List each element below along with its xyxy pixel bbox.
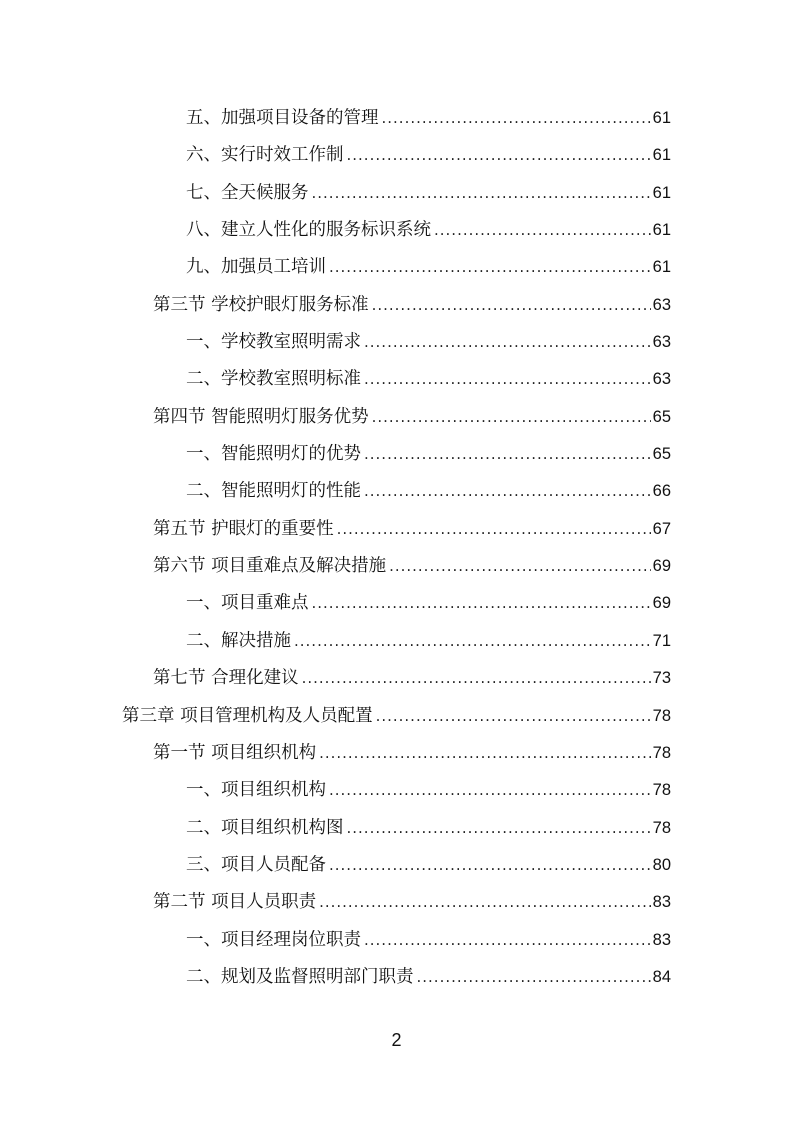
toc-entry-page: 80 — [652, 855, 671, 874]
toc-leader-dots — [312, 175, 651, 212]
toc-entry-page: 65 — [652, 445, 671, 464]
toc-entry-title: 项目管理机构及人员配置 — [180, 705, 373, 726]
toc-entry[interactable] — [0, 698, 793, 735]
toc-entry-page: 61 — [652, 221, 671, 240]
toc-leader-dots — [302, 660, 651, 697]
toc-entry[interactable] — [0, 585, 793, 622]
toc-entry-label — [153, 511, 334, 548]
toc-entry-title: 项目人员职责 — [211, 892, 317, 913]
toc-entry-label — [186, 361, 361, 398]
toc-entry-label — [153, 399, 369, 436]
toc-entry-label — [186, 137, 344, 174]
toc-entry-number: 第四节 — [153, 406, 206, 427]
toc-entry-page: 71 — [652, 631, 671, 650]
toc-entry-label — [186, 324, 361, 361]
toc-entry-number: 第六节 — [153, 556, 206, 577]
toc-entry[interactable] — [0, 399, 793, 436]
toc-entry-page: 84 — [652, 967, 671, 986]
toc-entry-title: 全天候服务 — [221, 182, 309, 203]
toc-leader-dots — [312, 585, 651, 622]
toc-entry[interactable] — [0, 249, 793, 286]
toc-entry[interactable] — [0, 137, 793, 174]
toc-entry[interactable] — [0, 212, 793, 249]
toc-entry[interactable] — [0, 548, 793, 585]
toc-entry-title: 智能照明灯服务优势 — [211, 406, 369, 427]
toc-entry-title: 加强项目设备的管理 — [221, 108, 379, 128]
toc-leader-dots — [434, 212, 651, 249]
toc-entry-label — [153, 735, 316, 772]
toc-entry-number: 一、 — [186, 332, 221, 353]
toc-entry-label — [153, 660, 299, 697]
toc-entry-page: 83 — [652, 893, 671, 912]
toc-entry-page: 69 — [652, 594, 671, 613]
toc-entry-page: 61 — [652, 146, 671, 165]
toc-entry-number: 第一节 — [153, 742, 206, 763]
toc-entry-page: 78 — [652, 781, 671, 800]
toc-entry-label — [186, 623, 291, 660]
toc-entry-number: 二、 — [186, 817, 221, 838]
toc-entry-label — [186, 585, 309, 622]
toc-entry-label — [186, 249, 326, 286]
toc-entry-number: 二、 — [186, 369, 221, 390]
toc-entry-label — [186, 772, 326, 809]
toc-leader-dots — [347, 137, 651, 174]
toc-entry-label — [186, 810, 344, 847]
toc-leader-dots — [329, 772, 651, 809]
toc-entry-title: 项目人员配备 — [221, 854, 326, 875]
toc-entry-page: 69 — [652, 557, 671, 576]
toc-entry-title: 规划及监督照明部门职责 — [221, 966, 414, 987]
toc-entry[interactable] — [0, 473, 793, 510]
toc-entry-number: 第七节 — [153, 668, 206, 689]
toc-entry-page: 67 — [652, 519, 671, 538]
toc-leader-dots — [417, 959, 651, 996]
toc-entry-number: 一、 — [186, 929, 221, 950]
toc-entry-title: 合理化建议 — [211, 668, 299, 689]
toc-entry-label — [153, 548, 386, 585]
toc-entry-number: 二、 — [186, 966, 221, 987]
toc-leader-dots — [319, 735, 651, 772]
toc-leader-dots — [382, 100, 651, 137]
toc-entry-title: 学校教室照明需求 — [221, 332, 361, 353]
toc-entry[interactable] — [0, 100, 793, 137]
toc-entry[interactable] — [0, 361, 793, 398]
toc-entry-page: 63 — [652, 295, 671, 314]
toc-entry-title: 智能照明灯的性能 — [221, 481, 361, 502]
page-number: 2 — [391, 1030, 402, 1050]
toc-leader-dots — [364, 473, 651, 510]
toc-entry-title: 实行时效工作制 — [221, 145, 344, 166]
toc-entry[interactable] — [0, 959, 793, 996]
toc-entry[interactable] — [0, 660, 793, 697]
toc-entry-number: 二、 — [186, 481, 221, 502]
toc-entry[interactable] — [0, 175, 793, 212]
toc-entry[interactable] — [0, 287, 793, 324]
toc-entry[interactable] — [0, 772, 793, 809]
toc-entry-title: 解决措施 — [221, 630, 291, 651]
toc-entry[interactable] — [0, 324, 793, 361]
toc-leader-dots — [337, 511, 651, 548]
toc-entry-title: 建立人性化的服务标识系统 — [221, 220, 431, 241]
toc-entry-title: 项目组织机构 — [221, 780, 326, 801]
toc-entry-title: 护眼灯的重要性 — [211, 518, 334, 539]
toc-leader-dots — [389, 548, 651, 585]
toc-entry-label — [186, 436, 361, 473]
toc-leader-dots — [364, 361, 651, 398]
toc-entry-label — [122, 698, 373, 735]
toc-entry[interactable] — [0, 922, 793, 959]
toc-entry-page: 78 — [652, 706, 671, 725]
toc-leader-dots — [364, 922, 651, 959]
toc-entry[interactable] — [0, 436, 793, 473]
toc-leader-dots — [294, 623, 651, 660]
toc-entry-label — [153, 884, 316, 921]
toc-entry-number: 八、 — [186, 220, 221, 241]
toc-entry-page: 73 — [652, 669, 671, 688]
toc-entry-title: 项目组织机构 — [211, 742, 317, 763]
toc-entry-number: 五、 — [186, 108, 221, 128]
toc-leader-dots — [364, 436, 651, 473]
toc-leader-dots — [372, 287, 651, 324]
toc-entry-label — [186, 847, 326, 884]
table-of-contents — [0, 100, 793, 996]
toc-entry-number: 九、 — [186, 257, 221, 278]
toc-entry-number: 一、 — [186, 780, 221, 801]
toc-entry-label — [186, 212, 431, 249]
toc-entry-label — [186, 959, 414, 996]
toc-entry-number: 六、 — [186, 145, 221, 166]
toc-entry-number: 第三章 — [122, 705, 175, 726]
toc-entry-title: 项目重难点及解决措施 — [211, 556, 387, 577]
toc-leader-dots — [347, 810, 651, 847]
toc-leader-dots — [329, 249, 651, 286]
toc-leader-dots — [376, 698, 651, 735]
toc-entry-number: 七、 — [186, 182, 221, 203]
toc-entry[interactable] — [0, 735, 793, 772]
toc-entry-page: 83 — [652, 930, 671, 949]
toc-entry-page: 65 — [652, 407, 671, 426]
toc-entry-label — [186, 922, 361, 959]
toc-entry-page: 61 — [652, 109, 671, 127]
toc-entry-label — [186, 473, 361, 510]
toc-entry-number: 一、 — [186, 593, 221, 614]
toc-entry[interactable] — [0, 884, 793, 921]
toc-entry-number: 三、 — [186, 854, 221, 875]
toc-leader-dots — [319, 884, 651, 921]
toc-leader-dots — [329, 847, 651, 884]
toc-entry-title: 智能照明灯的优势 — [221, 444, 361, 465]
toc-entry-number: 第二节 — [153, 892, 206, 913]
toc-entry[interactable] — [0, 847, 793, 884]
toc-entry-number: 第五节 — [153, 518, 206, 539]
toc-entry[interactable] — [0, 511, 793, 548]
toc-entry-title: 项目组织机构图 — [221, 817, 344, 838]
toc-entry-title: 加强员工培训 — [221, 257, 326, 278]
toc-entry-title: 学校教室照明标准 — [221, 369, 361, 390]
toc-entry-label — [186, 100, 379, 137]
toc-leader-dots — [372, 399, 651, 436]
toc-entry-page: 61 — [652, 258, 671, 277]
toc-entry-page: 63 — [652, 370, 671, 389]
toc-entry-page: 78 — [652, 743, 671, 762]
toc-entry-number: 第三节 — [153, 294, 206, 315]
toc-entry-number: 一、 — [186, 444, 221, 465]
toc-entry-label — [153, 287, 369, 324]
toc-entry-title: 项目经理岗位职责 — [221, 929, 361, 950]
toc-entry-number: 二、 — [186, 630, 221, 651]
toc-entry-page: 78 — [652, 818, 671, 837]
toc-entry-page: 63 — [652, 333, 671, 352]
toc-entry-title: 项目重难点 — [221, 593, 309, 614]
toc-entry-label — [186, 175, 309, 212]
toc-entry-page: 61 — [652, 183, 671, 202]
toc-entry-title: 学校护眼灯服务标准 — [211, 294, 369, 315]
toc-entry-page: 66 — [652, 482, 671, 501]
toc-entry[interactable] — [0, 623, 793, 660]
toc-leader-dots — [364, 324, 651, 361]
toc-entry[interactable] — [0, 810, 793, 847]
